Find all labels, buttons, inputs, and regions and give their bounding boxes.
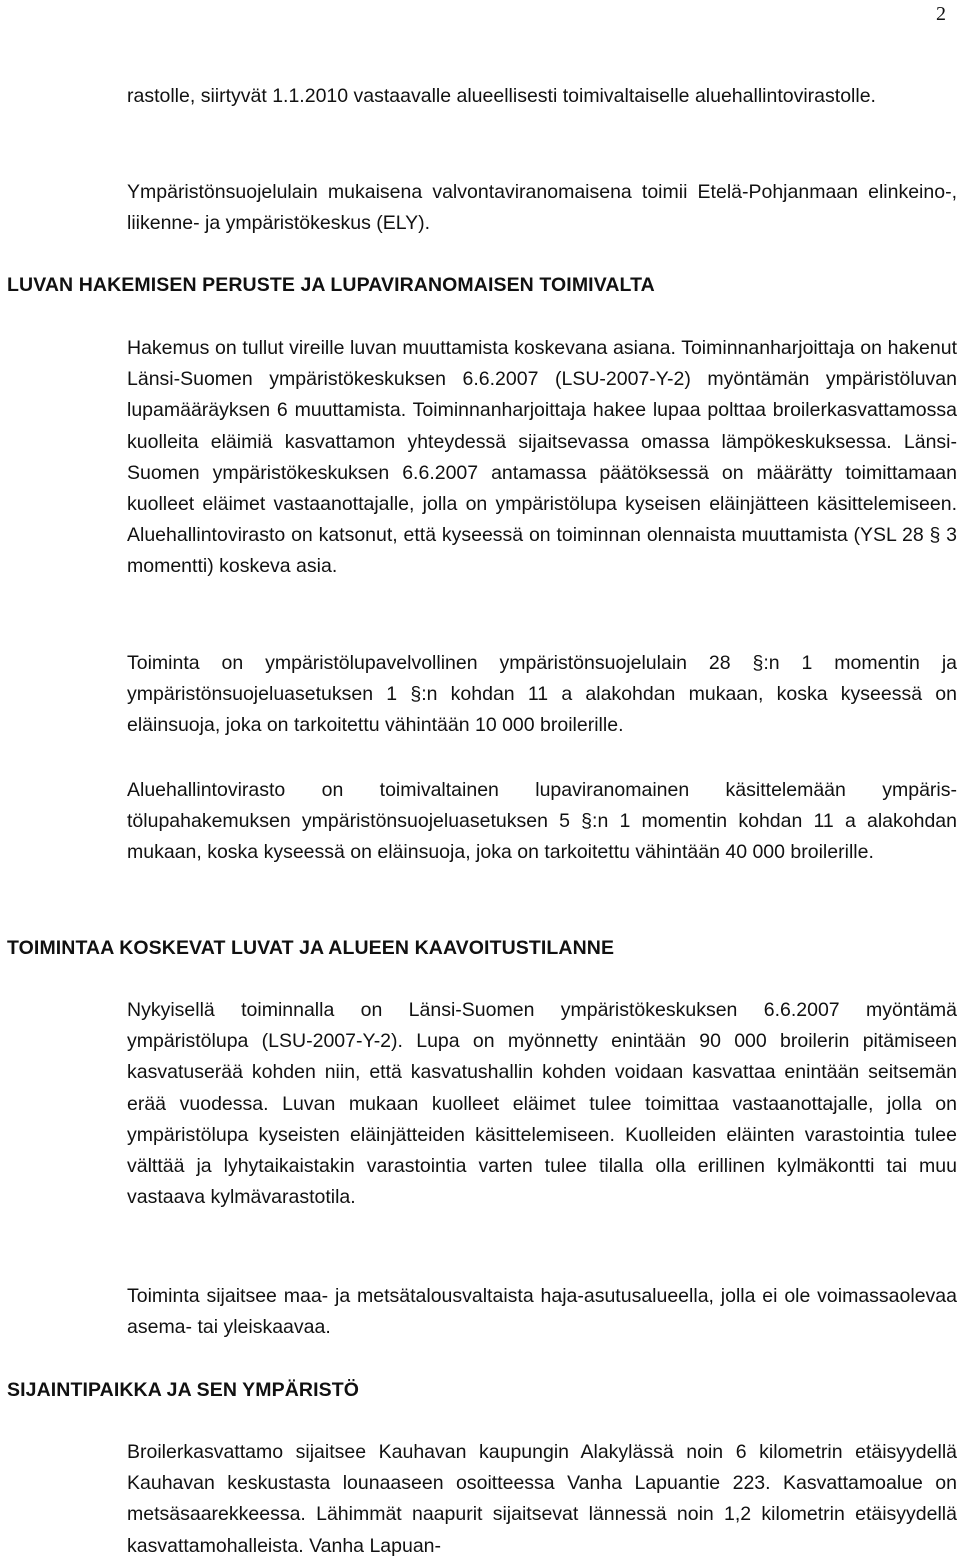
heading-application-basis: LUVAN HAKEMISEN PERUSTE JA LUPAVIRANOMAISEN TOIMIVALTA <box>7 274 655 296</box>
paragraph-application-description: Hakemus on tullut vireille luvan muuttamista koskevana asiana. Toiminnanharjoittaja on hakenut Länsi-Suomen ympäristökeskuksen 6.6.2007 (LSU-2007-Y-2) myöntämän ympäristöluvan lupamääräyksen 6 muuttamista. Toiminnanharjoittaja hakee lupaa polttaa broilerkasvattamossa kuolleita eläimiä kasvattamon yhteydessä sijaitsevassa omassa lämpökeskuksessa. Länsi-Suomen ympäristökeskuksen 6.6.2007 antamassa päätöksessä on määrätty toimittamaan kuolleet eläimet vastaanottajalle, jolla on ympäristölupa kyseisen eläinjätteen käsittelemiseen. Aluehallintovirasto on katsonut, että kyseessä on toiminnan olennaista muuttamista (YSL 28 § 3 momentti) koskeva asia. <box>127 337 957 578</box>
paragraph-location-description: Broilerkasvattamo sijaitsee Kauhavan kaupungin Alakylässä noin 6 kilometrin etäisyydellä Kauhavan keskustasta lounaaseen osoitteessa Vanha Lapuantie 223. Kasvattamoalue on metsäsaarekkeessa. Lähimmät naapurit sijaitsevat lännessä noin 1,2 kilometrin etäisyydellä kasvattamohalleista. Vanha Lapuan- <box>127 1441 957 1557</box>
paragraph-zoning-status: Toiminta sijaitsee maa- ja metsätalousvaltaista haja-asutusalueella, jolla ei ole voimassaolevaa asema- tai yleiskaavaa. <box>127 1285 957 1339</box>
paragraph-current-permit: Nykyisellä toiminnalla on Länsi-Suomen ympäristökeskuksen 6.6.2007 myöntämä ympäristölupa (LSU-2007-Y-2). Lupa on myönnetty enintään 90 000 broilerin pitämiseen kasvatuserää kohden niin, että kasvatushallin kohden voidaan kasvattaa enintään seitsemän erää vuodessa. Luvan mukaan kuolleet eläimet tulee toimittaa vastaanottajalle, jolla on ympäristölupa kyseisten eläinjätteiden käsittelemiseen. Kuolleiden eläinten varastointia tulee välttää ja lyhytaikaistakin varastointia varten tulee tilalla olla erillinen kylmäkontti tai muu vastaava kylmävarastotila. <box>127 999 957 1209</box>
heading-permits-and-zoning: TOIMINTAA KOSKEVAT LUVAT JA ALUEEN KAAVOITUSTILANNE <box>7 937 615 959</box>
heading-location-and-surroundings: SIJAINTIPAIKKA JA SEN YMPÄRISTÖ <box>7 1379 359 1401</box>
page-number: 2 <box>936 3 946 25</box>
paragraph-supervisory-authority: Ympäristönsuojelulain mukaisena valvontaviranomaisena toimii Etelä-Pohjanmaan elinkeino-, liikenne- ja ympäristökeskus (ELY). <box>127 181 957 235</box>
paragraph-competent-authority: Aluehallintovirasto on toimivaltainen lupaviranomainen käsittelemään ympäristölupahakemuksen ympäristönsuojeluasetuksen 5 §:n 1 momentin kohdan 11 a alakohdan mukaan, koska kyseessä on eläinsuoja, joka on tarkoitettu vähintään 40 000 broilerille. <box>127 779 957 864</box>
paragraph-permit-obligation: Toiminta on ympäristölupavelvollinen ympäristönsuojelulain 28 §:n 1 momentin ja ympäristönsuojeluasetuksen 1 §:n kohdan 11 a alakohdan mukaan, koska kyseessä on eläinsuoja, joka on tarkoitettu vähintään 10 000 broilerille. <box>127 652 957 737</box>
paragraph-authority-transfer: rastolle, siirtyvät 1.1.2010 vastaavalle alueellisesti toimivaltaiselle aluehallintovirastolle. <box>127 85 876 107</box>
